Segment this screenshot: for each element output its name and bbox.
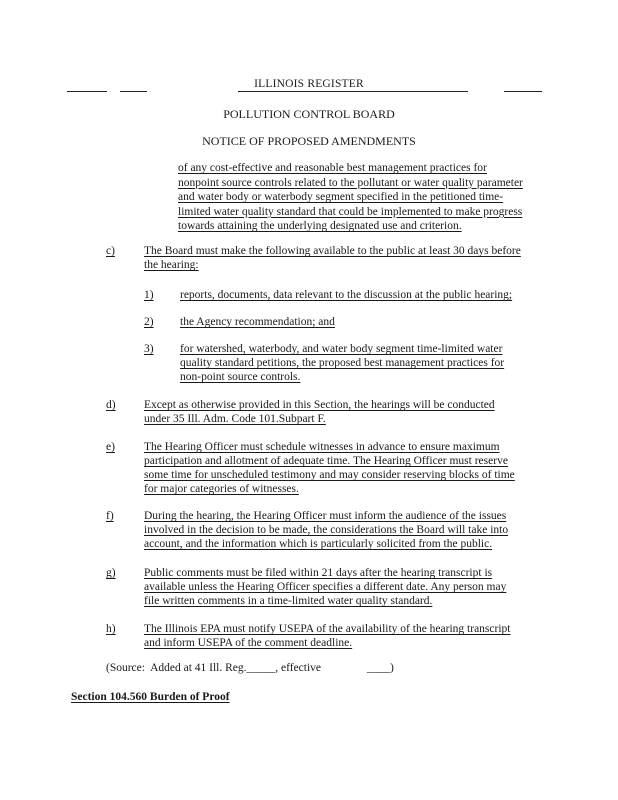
item-line: account, and the information which is particularly solicited from the public. xyxy=(144,538,493,550)
header-rule-4 xyxy=(504,91,542,92)
item-line: participation and allotment of adequate time. The Hearing Officer must reserve xyxy=(144,455,508,467)
subitem-line: the Agency recommendation; and xyxy=(180,316,335,328)
item-text-g xyxy=(144,566,544,608)
item-line: under 35 Ill. Adm. Code 101.Subpart F. xyxy=(144,413,326,425)
subitem-line: for watershed, waterbody, and water body segment time-limited water xyxy=(180,343,503,355)
item-line: and inform USEPA of the comment deadline. xyxy=(144,637,353,649)
item-marker-e: e) xyxy=(106,441,115,453)
subitem-marker-1: 1) xyxy=(144,289,154,301)
item-marker-h: h) xyxy=(106,623,116,635)
item-text-e xyxy=(144,440,544,496)
item-line: Public comments must be filed within 21 days after the hearing transcript is xyxy=(144,567,493,579)
header-rule-1 xyxy=(67,91,107,92)
item-line: During the hearing, the Hearing Officer must inform the audience of the issues xyxy=(144,510,507,522)
item-marker-d: d) xyxy=(106,399,116,411)
item-line: the hearing: xyxy=(144,259,199,271)
section-heading: Section 104.560 Burden of Proof xyxy=(71,691,230,703)
intro-line: towards attaining the underlying designated use and criterion. xyxy=(178,220,462,233)
subitem-text-1 xyxy=(180,288,550,302)
item-marker-f: f) xyxy=(106,510,114,522)
subitem-text-2 xyxy=(180,315,550,329)
subitem-line: quality standard petitions, the proposed best management practices for xyxy=(180,357,505,369)
register-title: ILLINOIS REGISTER xyxy=(254,78,364,90)
item-marker-c: c) xyxy=(106,245,115,257)
item-marker-g: g) xyxy=(106,567,116,579)
subitem-marker-2: 2) xyxy=(144,316,154,328)
intro-line: of any cost-effective and reasonable best management practices for xyxy=(178,162,487,174)
subitem-line: reports, documents, data relevant to the discussion at the public hearing; xyxy=(180,289,513,301)
intro-line: and water body or waterbody segment specified in the petitioned time- xyxy=(178,191,504,204)
subitem-marker-3: 3) xyxy=(144,343,154,355)
item-line: some time for unscheduled testimony and may consider reserving blocks of time xyxy=(144,469,515,481)
intro-paragraph xyxy=(178,161,558,234)
intro-line: nonpoint source controls related to the pollutant or water quality parameter xyxy=(178,176,523,189)
item-line: The Illinois EPA must notify USEPA of the availability of the hearing transcript xyxy=(144,623,511,635)
item-text-d xyxy=(144,398,544,426)
item-text-h xyxy=(144,622,544,650)
subitem-line: non-point source controls. xyxy=(180,371,301,383)
item-line: available unless the Hearing Officer specifies a different date. Any person may xyxy=(144,581,507,593)
intro-line: limited water quality standard that could be implemented to make progress xyxy=(178,205,523,218)
subitem-text-3 xyxy=(180,342,550,384)
board-name: POLLUTION CONTROL BOARD xyxy=(223,107,395,121)
item-line: involved in the decision to be made, the considerations the Board will take into xyxy=(144,524,509,536)
item-line: The Hearing Officer must schedule witnesses in advance to ensure maximum xyxy=(144,441,500,453)
item-text-c xyxy=(144,244,544,272)
item-line: The Board must make the following available to the public at least 30 days before xyxy=(144,245,521,257)
item-line: Except as otherwise provided in this Section, the hearings will be conducted xyxy=(144,399,495,411)
source-note: (Source: Added at 41 Ill. Reg._____, effective ____) xyxy=(106,662,394,674)
item-line: file written comments in a time-limited water quality standard. xyxy=(144,595,433,607)
header-rule-3 xyxy=(238,91,468,92)
item-text-f xyxy=(144,509,544,551)
item-line: for major categories of witnesses. xyxy=(144,483,299,495)
header-rule-2 xyxy=(120,91,147,92)
notice-title: NOTICE OF PROPOSED AMENDMENTS xyxy=(202,134,416,148)
